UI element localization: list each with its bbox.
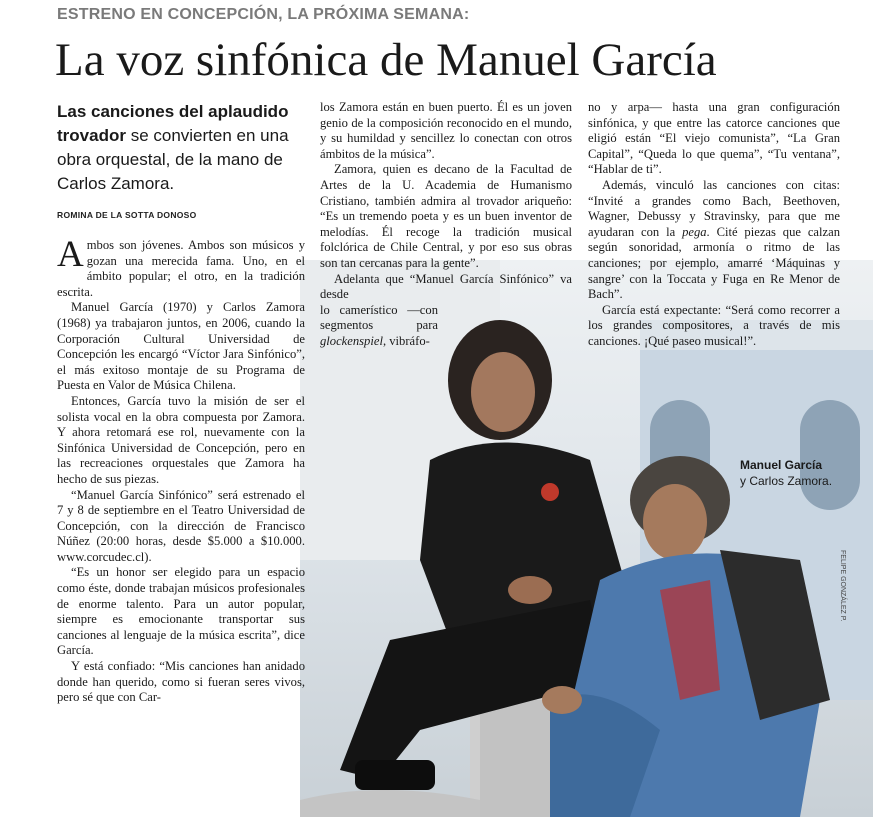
paragraph: Zamora, quien es decano de la Facultad de Artes de la U. Academia de Humanismo Cristiano, también admira al trovador ariqueño: “Es un tremendo poeta y es un buen inventor de melodías. Él recoge la tradición musical folclórica de Chile Central, y por eso sus obras son tan cercanas para la gente”.: [320, 162, 572, 270]
paragraph-wrap: [320, 303, 438, 350]
caption-name: Manuel García: [740, 458, 823, 472]
lede: [57, 100, 305, 196]
paragraph: Entonces, García tuvo la misión de ser el solista vocal en la obra compuesta por Zamora. Y ahora retomará ese rol, nuevamente con la Sinfónica Universidad de Concepción, pero en las recreaciones orquestales que Zamora ha hecho de sus piezas.: [57, 393, 305, 486]
paragraph: Y está confiado: “Mis canciones han anidado donde han querido, como si fueran seres vivos, pero sé que con Car-: [57, 659, 305, 705]
column-2: [320, 100, 572, 350]
photo-caption: [740, 457, 855, 489]
paragraph: Adelanta que “Manuel García Sinfónico” va desde: [320, 271, 572, 302]
paragraph: [588, 178, 840, 303]
kicker: ESTRENO EN CONCEPCIÓN, LA PRÓXIMA SEMANA:: [57, 6, 470, 23]
paragraph: Manuel García (1970) y Carlos Zamora (1968) ya trabajaron juntos, en 2006, cuando la Corporación Cultural Universidad de Concepción les encargó “Víctor Jara Sinfónico”, el más exitoso montaje de su Programa de Puesta en Valor de Música Chilena.: [57, 300, 305, 393]
paragraph-text: . Cité piezas que calzan según sonoridad, armonía o ritmo de las canciones; por ejemplo, amarré ‘Máquinas y sangre’ con la Toccata y Fuga en Re Menor de Bach”.: [588, 224, 840, 302]
lede-rest: se convierten en una obra orquestal, de la mano de Carlos Zamora.: [57, 126, 289, 193]
italic-term: pega: [682, 224, 707, 239]
paragraph: [57, 234, 305, 300]
byline: ROMINA DE LA SOTTA DONOSO: [57, 210, 197, 220]
column-1: [57, 100, 305, 706]
drop-cap: A: [57, 234, 84, 275]
lede-bold: Las canciones del aplaudido trovador: [57, 102, 289, 145]
paragraph: García está expectante: “Será como recorrer a los grandes compositores, a través de mis canciones. ¡Qué paseo musical!”.: [588, 302, 840, 348]
paragraph: no y arpa— hasta una gran configuración sinfónica, y que entre las catorce canciones que eligió están “El viejo comunista”, “La Gran Capital”, “Queda lo que quema”, “Tu ventana”, “Hablar de ti”.: [588, 100, 840, 177]
photo-credit: FELIPE GONZÁLEZ P.: [839, 550, 846, 622]
column-3: [588, 100, 840, 350]
paragraph-text: lo camerístico —con segmentos para: [320, 302, 438, 333]
paragraph: “Manuel García Sinfónico” será estrenado el 7 y 8 de septiembre en el Teatro Universidad de Concepción, con la dirección de Francisco Núñez (20:00 horas, desde $5.000 a $10.000. www.corcudec.cl).: [57, 487, 305, 564]
paragraph-text: mbos son jóvenes. Ambos son músicos y gozan una merecida fama. Uno, en el ámbito popular; el otro, en la tradición escrita.: [57, 238, 305, 299]
italic-term: glockenspiel: [320, 333, 383, 348]
paragraph-text: , vibráfo-: [382, 333, 430, 348]
paragraph: los Zamora están en buen puerto. Él es un joven genio de la composición reconocido en el mundo, y su humildad y sencillez lo conectan con otros ámbitos de la música”.: [320, 100, 572, 161]
headline: La voz sinfónica de Manuel García: [55, 34, 717, 86]
caption-text: y Carlos Zamora.: [740, 474, 833, 488]
paragraph-text: Además, vinculó las canciones con citas: “Invité a grandes como Bach, Beethoven, Wagner, Debussy y Stravinsky, para que me ayudaran con la: [588, 177, 840, 239]
paragraph: “Es un honor ser elegido para un espacio como éste, donde trabajan músicos profesionales de enorme talento. Para un autor popular, siempre es emocionante transportar sus canciones al lenguaje de la música escrita”, dice García.: [57, 565, 305, 658]
